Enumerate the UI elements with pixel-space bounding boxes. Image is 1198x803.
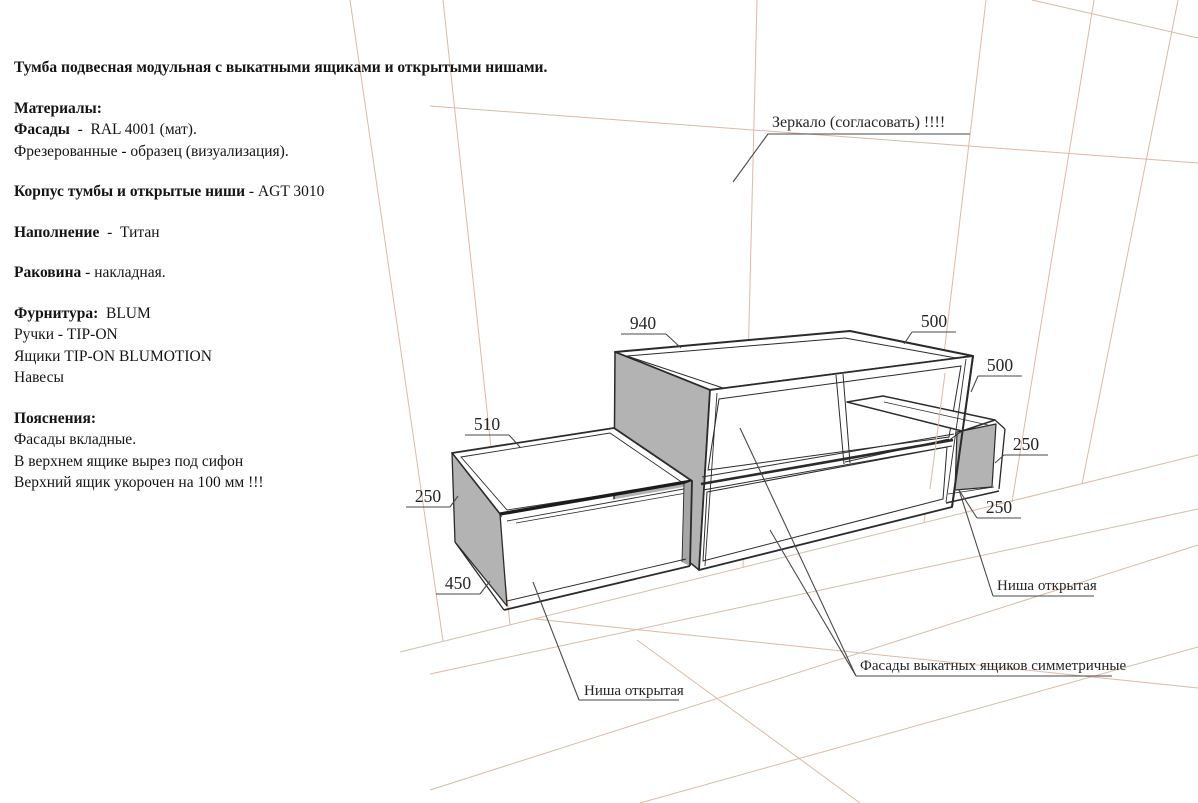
note-line: Ручки - TIP-ON — [14, 326, 118, 343]
dimension-250-right-lower — [959, 490, 1021, 518]
callout-label: Ниша открытая — [997, 578, 1097, 594]
note-line: Фасады вкладные. — [14, 431, 137, 448]
note-line: Ящики TIP-ON BLUMOTION — [14, 347, 212, 365]
dimension-value: 250 — [414, 486, 442, 506]
note-line: Наполнение - Титан — [14, 223, 160, 241]
dimension-value: 510 — [473, 414, 501, 434]
note-line: Фрезерованные - образец (визуализация). — [14, 142, 289, 160]
dimension-value: 450 — [444, 573, 472, 593]
note-line: Фурнитура: BLUM — [14, 304, 151, 322]
callout-label: Фасады выкатных ящиков симметричные — [860, 658, 1127, 674]
dimension-value: 500 — [986, 355, 1014, 375]
note-line: Материалы: — [14, 99, 102, 117]
callout-mirror — [733, 114, 970, 182]
dimension-value: 250 — [985, 497, 1013, 517]
cabinet-front-face — [699, 356, 973, 570]
callout-niche-right — [959, 490, 1097, 596]
dimension-value: 500 — [920, 311, 948, 331]
note-line: В верхнем ящике вырез под сифон — [14, 452, 244, 470]
callout-label: Зеркало (согласовать) !!!! — [772, 114, 946, 131]
spec-notes — [14, 57, 674, 494]
note-line: Верхний ящик укорочен на 100 мм !!! — [14, 474, 264, 491]
dimension-500-side — [971, 355, 1022, 392]
callout-niche-left — [533, 582, 684, 700]
note-line: Раковина - накладная. — [14, 264, 166, 281]
dimension-value: 940 — [629, 313, 657, 333]
dimension-450 — [436, 573, 490, 594]
note-line: Пояснения: — [14, 409, 96, 427]
dimension-value: 250 — [1012, 434, 1040, 454]
callout-label: Ниша открытая — [584, 683, 684, 699]
right-niche-side-panel — [955, 424, 996, 490]
note-line: Фасады - RAL 4001 (мат). — [14, 121, 197, 138]
note-line: Навесы — [14, 369, 64, 386]
note-line: Корпус тумбы и открытые ниши - AGT 3010 — [14, 183, 325, 200]
note-line: Тумба подвесная модульная с выкатными ящиками и открытыми нишами. — [14, 59, 548, 76]
